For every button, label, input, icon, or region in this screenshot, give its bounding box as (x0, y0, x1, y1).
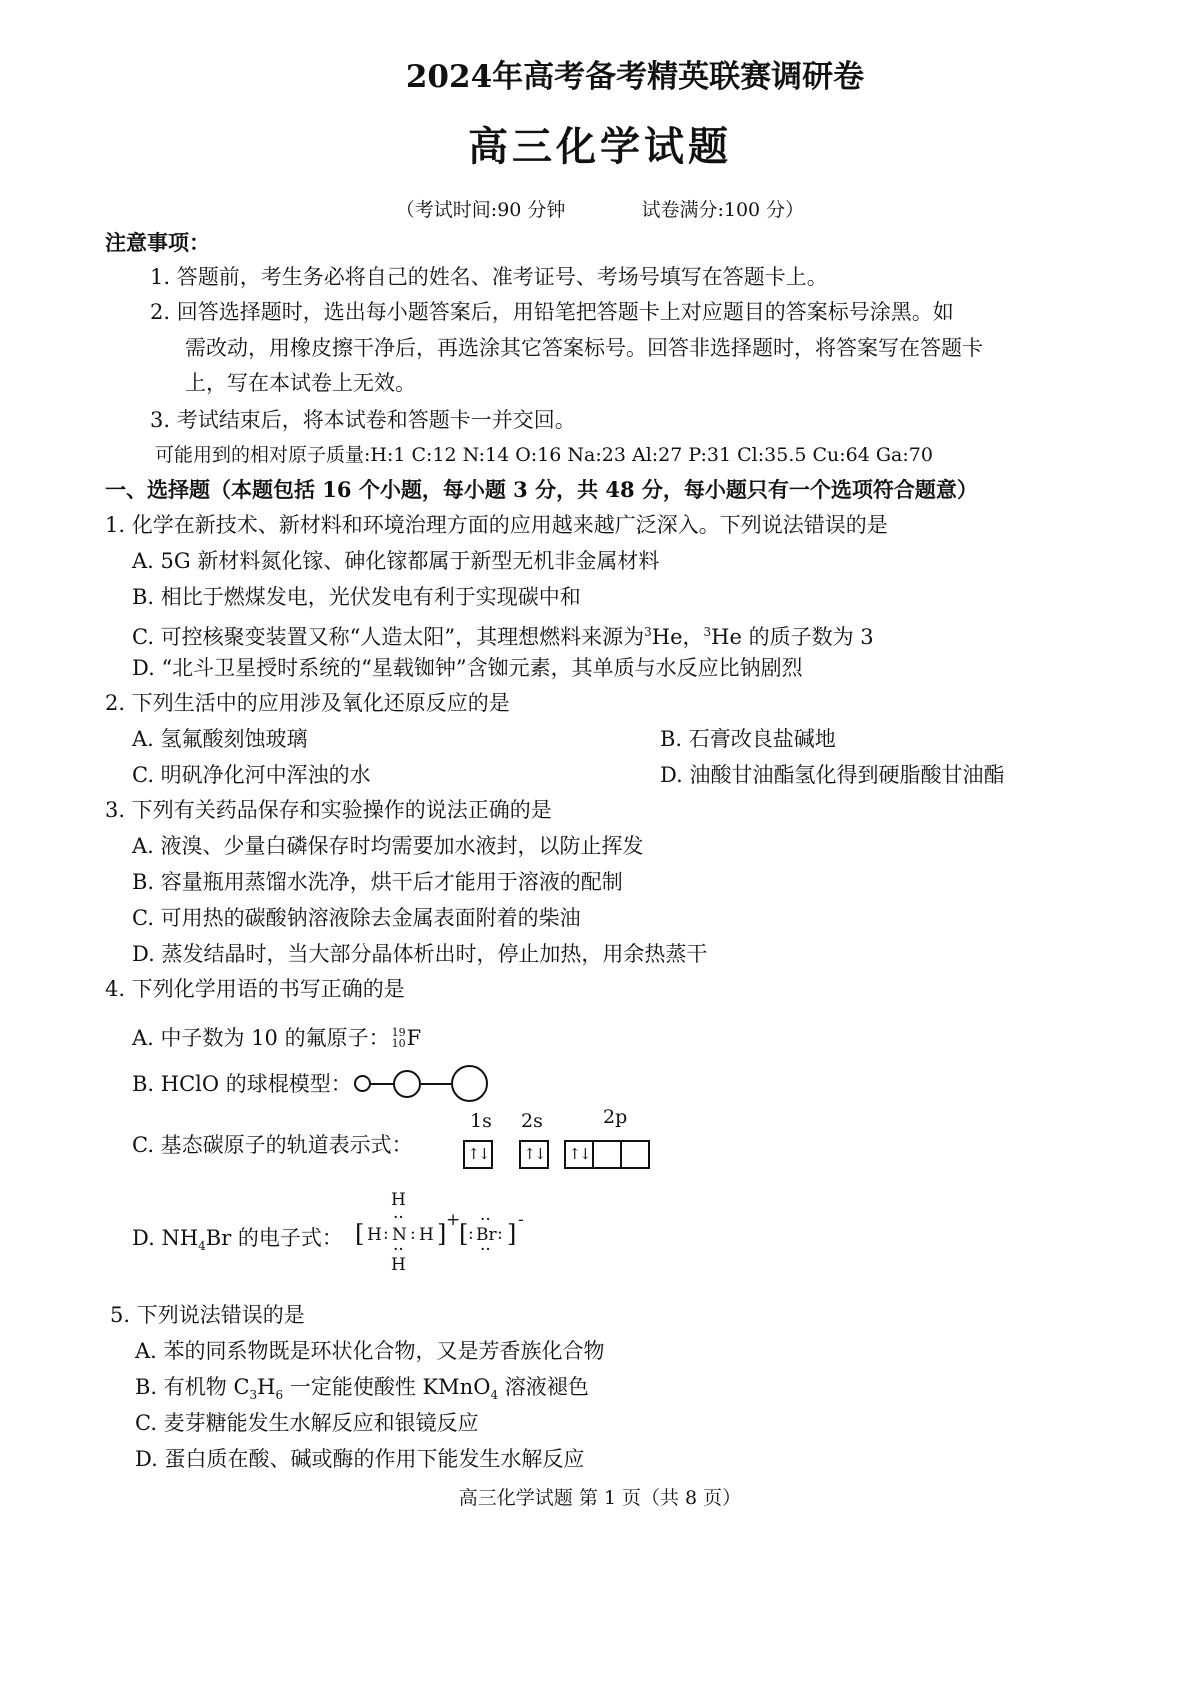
notice-heading: 注意事项： (105, 230, 210, 255)
orbital-label-2p: 2p (603, 1106, 628, 1128)
hclo-ball-stick-model (354, 1065, 488, 1102)
q4-option-a (132, 1023, 421, 1053)
orbital-box-2s: ↑↓ (519, 1140, 549, 1169)
f-mass-number: 19 (391, 1026, 406, 1039)
q5-b-text-1: B. 有机物 C (135, 1375, 250, 1399)
notice-item-2: 2. 回答选择题时，选出每小题答案后，用铅笔把答题卡上对应题目的答案标号涂黑。如 (150, 300, 954, 324)
q1-option-c-text: C. 可控核聚变装置又称“人造太阳”，其理想燃料来源为 (132, 625, 645, 649)
q4-option-d (132, 1223, 343, 1261)
atomic-masses: 可能用到的相对原子质量:H:1 C:12 N:14 O:16 Na:23 Al:27 P:31 Cl:35.5 Cu:64 Ga:70 (155, 444, 933, 466)
q5-stem: 5. 下列说法错误的是 (110, 1303, 305, 1327)
q5-option-a: A. 苯的同系物既是环状化合物，又是芳香族化合物 (135, 1339, 605, 1363)
orbital-box-2p-1: ↑↓ (564, 1140, 594, 1169)
q2-option-c: C. 明矾净化河中浑浊的水 (132, 763, 371, 787)
q1-option-a: A. 5G 新材料氮化镓、砷化镓都属于新型无机非金属材料 (132, 549, 660, 573)
full-score: 试卷满分:100 分） (641, 199, 805, 221)
q2-option-d: D. 油酸甘油酯氢化得到硬脂酸甘油酯 (660, 763, 1005, 787)
q5-b-sub-1: 3 (249, 1388, 258, 1403)
br-pair-right: : (497, 1224, 503, 1244)
nh4-subscript: 4 (198, 1239, 206, 1254)
h-right: H (419, 1225, 434, 1245)
pair-bottom: ·· (393, 1240, 404, 1260)
notice-item-2-cont: 需改动，用橡皮擦干净后，再选涂其它答案标号。回答非选择题时，将答案写在答题卡 (185, 336, 983, 360)
pair-right: : (410, 1224, 416, 1244)
q4-option-c: C. 基态碳原子的轨道表示式： (132, 1133, 413, 1157)
h-top: H (391, 1190, 406, 1210)
q1-stem: 1. 化学在新技术、新材料和环境治理方面的应用越来越广泛深入。下列说法错误的是 (105, 513, 888, 537)
h-left: H (367, 1225, 382, 1245)
q1-c-element-1: He， (651, 625, 704, 649)
q4-option-d-text: D. NH (132, 1226, 199, 1250)
q3-option-d: D. 蒸发结晶时，当大部分晶体析出时，停止加热，用余热蒸干 (132, 942, 708, 966)
q1-option-c (132, 617, 874, 652)
f-atomic-number: 10 (391, 1037, 406, 1050)
q1-option-d: D. “北斗卫星授时系统的“星载铷钟”含铷元素，其单质与水反应比钠剧烈 (132, 656, 803, 680)
q1-c-element-2: He 的质子数为 3 (711, 625, 874, 649)
right-bracket-1: ] (437, 1220, 447, 1248)
section-heading: 一、选择题（本题包括 16 个小题，每小题 3 分，共 48 分，每小题只有一个选项符合题意） (105, 477, 978, 502)
exam-info (0, 195, 1200, 225)
q3-option-c: C. 可用热的碳酸钠溶液除去金属表面附着的柴油 (132, 906, 581, 930)
notice-item-1: 1. 答题前，考生务必将自己的姓名、准考证号、考场号填写在答题卡上。 (150, 265, 828, 289)
br-pair-bottom: ·· (480, 1240, 491, 1260)
q2-option-b: B. 石膏改良盐碱地 (660, 727, 836, 751)
h-bottom: H (391, 1255, 406, 1275)
q1-c-mass-1: 3 (644, 625, 652, 639)
orbital-label-2s: 2s (521, 1110, 543, 1132)
pair-top: ·· (393, 1208, 404, 1228)
br-pair-top: ·· (480, 1210, 491, 1230)
q5-b-text-2: H (257, 1375, 276, 1399)
orbital-box-1s: ↑↓ (463, 1140, 493, 1169)
q5-option-b (135, 1372, 589, 1410)
page-footer: 高三化学试题 第 1 页（共 8 页） (458, 1487, 742, 1509)
q3-stem: 3. 下列有关药品保存和实验操作的说法正确的是 (105, 798, 552, 822)
cl-atom-ball (393, 1070, 421, 1098)
bond-line (371, 1083, 393, 1085)
subject-title: 高三化学试题 (468, 123, 732, 170)
q3-option-a: A. 液溴、少量白磷保存时均需要加水液封，以防止挥发 (132, 834, 644, 858)
q2-option-a: A. 氢氟酸刻蚀玻璃 (132, 727, 308, 751)
q5-b-text-4: 溶液褪色 (498, 1375, 589, 1399)
bond-line-2 (421, 1083, 451, 1085)
h-atom-ball (354, 1075, 371, 1092)
minus-charge: - (518, 1210, 524, 1230)
br-symbol: Br (476, 1225, 497, 1245)
pair-left: : (383, 1224, 389, 1244)
q5-option-d: D. 蛋白质在酸、碱或酶的作用下能发生水解反应 (135, 1447, 585, 1471)
left-bracket-2: [ (459, 1220, 469, 1248)
orbital-label-1s: 1s (470, 1110, 492, 1132)
q4-stem: 4. 下列化学用语的书写正确的是 (105, 977, 405, 1001)
orbital-box-2p-2 (592, 1140, 622, 1169)
q5-b-sub-3: 4 (490, 1388, 499, 1403)
q5-option-c: C. 麦芽糖能发生水解反应和银镜反应 (135, 1411, 479, 1435)
q4-option-d-text-2: Br 的电子式： (205, 1226, 343, 1250)
exam-series-title: 2024年高考备考精英联赛调研卷 (405, 59, 865, 95)
q5-b-text-3: 一定能使酸性 KMnO (283, 1375, 491, 1399)
o-atom-ball (451, 1065, 488, 1102)
plus-charge: + (446, 1210, 461, 1230)
q2-stem: 2. 下列生活中的应用涉及氧化还原反应的是 (105, 691, 510, 715)
notice-item-2-cont2: 上，写在本试卷上无效。 (185, 371, 416, 395)
left-bracket-1: [ (355, 1220, 365, 1248)
br-pair-left: : (468, 1224, 474, 1244)
f-symbol: F (406, 1026, 422, 1050)
q1-option-b: B. 相比于燃煤发电，光伏发电有利于实现碳中和 (132, 585, 581, 609)
n-center: N (392, 1225, 407, 1245)
q4-option-b-text: B. HClO 的球棍模型： (132, 1071, 352, 1096)
exam-time: （考试时间:90 分钟 (395, 199, 566, 221)
right-bracket-2: ] (507, 1220, 517, 1248)
nh4br-electron-formula (355, 1190, 595, 1290)
orbital-box-2p-3 (620, 1140, 650, 1169)
q4-option-a-text: A. 中子数为 10 的氟原子： (132, 1026, 390, 1050)
q1-c-mass-2: 3 (703, 625, 712, 639)
q5-b-sub-2: 6 (275, 1388, 284, 1403)
q4-option-b (132, 1065, 488, 1102)
fluorine-nuclide (392, 1023, 422, 1053)
q3-option-b: B. 容量瓶用蒸馏水洗净，烘干后才能用于溶液的配制 (132, 870, 623, 894)
notice-item-3: 3. 考试结束后，将本试卷和答题卡一并交回。 (150, 408, 576, 432)
